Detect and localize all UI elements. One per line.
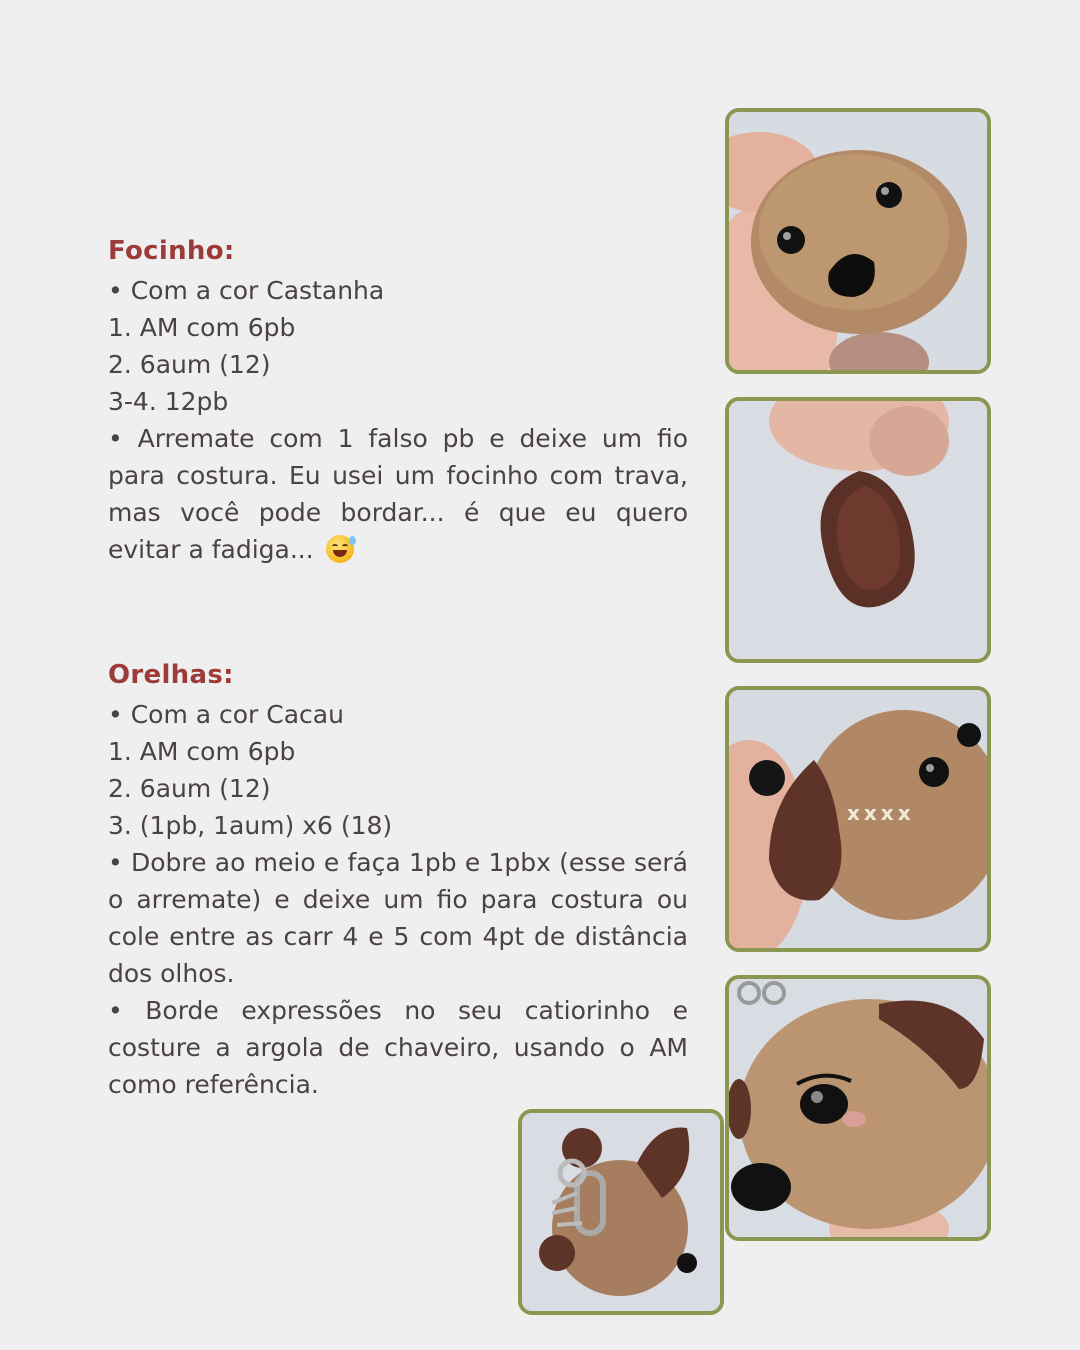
focinho-section <box>108 236 688 568</box>
photo-finished-face <box>725 975 991 1241</box>
photo-keychain-back <box>518 1109 724 1315</box>
orelhas-finish-paragraph: • Borde expressões no seu catiorinho e costure a argola de chaveiro, usando o AM como referência. <box>108 996 688 1099</box>
focinho-step-1: 1. AM com 6pb <box>108 313 296 342</box>
photo-ear <box>725 397 991 663</box>
focinho-finish-paragraph <box>108 420 688 568</box>
photo-head-ear-attached <box>725 686 991 952</box>
focinho-title: Focinho: <box>108 236 235 266</box>
sweat-smile-emoji-icon <box>326 535 354 563</box>
orelhas-step-1: 1. AM com 6pb <box>108 737 296 766</box>
focinho-color-line: • Com a cor Castanha <box>108 276 385 305</box>
orelhas-title: Orelhas: <box>108 660 234 690</box>
finished-face-illustration <box>729 979 987 1237</box>
focinho-finish-text: • Arremate com 1 falso pb e deixe um fio para costura. Eu usei um focinho com trava, mas você pode bordar... é que eu quero evitar a fadiga... <box>108 424 688 564</box>
orelhas-section <box>108 660 688 1103</box>
orelhas-fold-paragraph: • Dobre ao meio e faça 1pb e 1pbx (esse será o arremate) e deixe um fio para costura ou cole entre as carr 4 e 5 com 4pt de distância dos olhos. <box>108 848 688 988</box>
head-ear-illustration <box>729 690 987 948</box>
focinho-step-2: 2. 6aum (12) <box>108 350 271 379</box>
orelhas-color-line: • Com a cor Cacau <box>108 700 344 729</box>
focinho-step-3-4: 3-4. 12pb <box>108 387 229 416</box>
orelhas-step-3: 3. (1pb, 1aum) x6 (18) <box>108 811 393 840</box>
snout-eyes-illustration <box>729 112 987 370</box>
photo-snout-eyes <box>725 108 991 374</box>
ear-illustration <box>729 401 987 659</box>
stitch-marks-label: xxxx <box>847 801 915 825</box>
orelhas-step-2: 2. 6aum (12) <box>108 774 271 803</box>
keychain-back-illustration <box>522 1113 720 1311</box>
